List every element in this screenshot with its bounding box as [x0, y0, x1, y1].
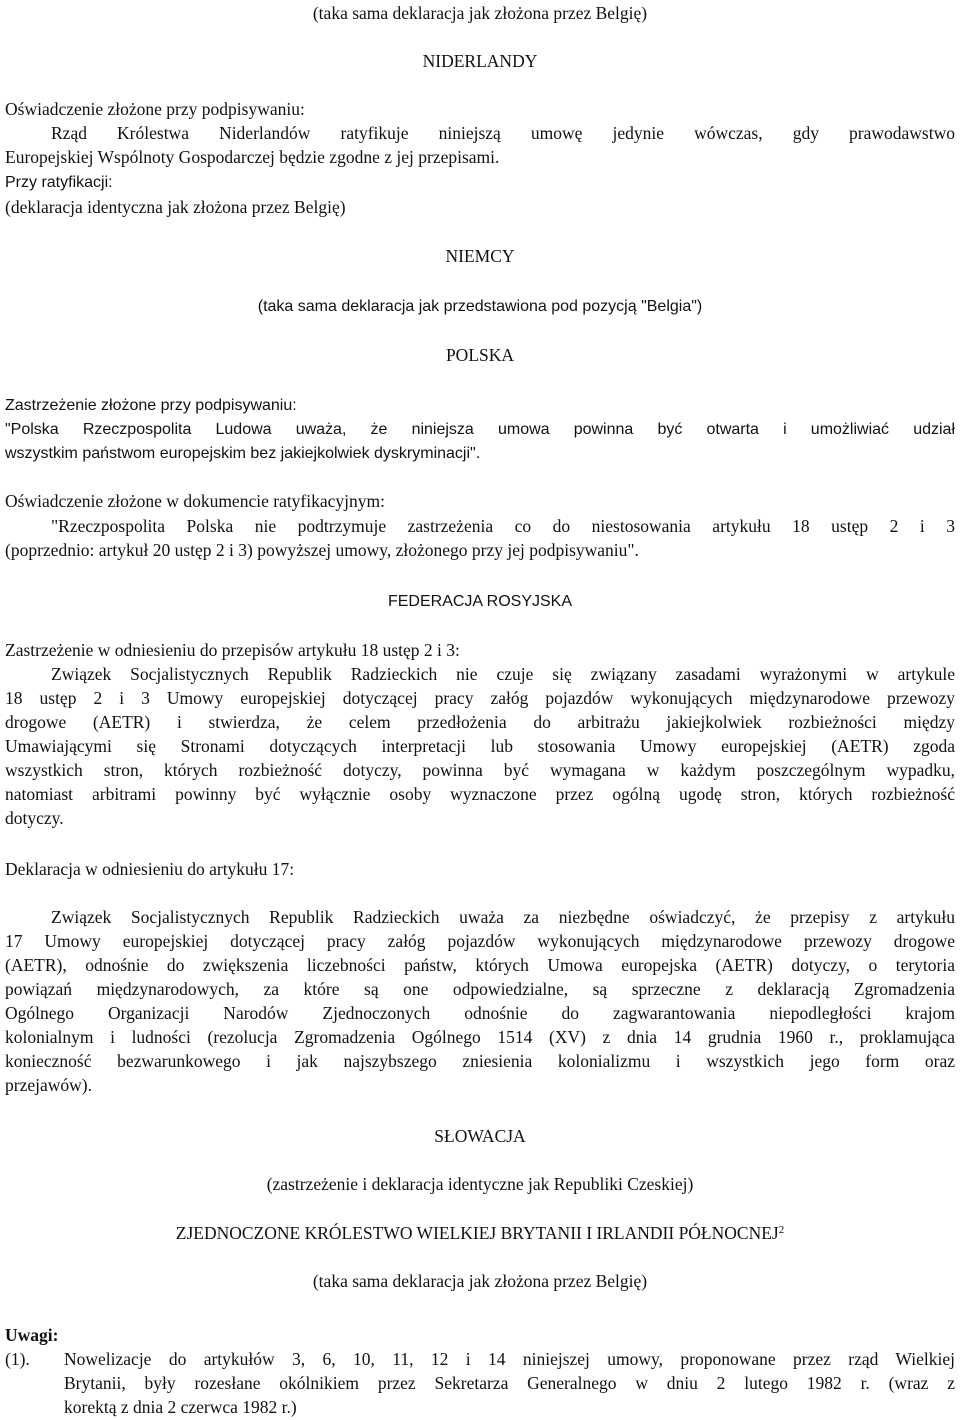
note-text — [64, 1347, 955, 1419]
heading-poland: POLSKA — [445, 345, 515, 365]
text-line: kolonialnym i ludności (rezolucja Zgromadzenia Ogólnego 1514 (XV) z dnia 14 grudnia 1960 r., proklamująca — [5, 1027, 955, 1047]
text-line: 18 ustęp 2 i 3 Umowy europejskiej dotyczącej pracy załóg pojazdów wykonujących międzynarodowe przewozy — [5, 688, 955, 708]
text-line: konieczność bezwarunkowego i jak najszybszego zniesienia kolonializmu i wszystkich jego form oraz — [5, 1051, 955, 1071]
ru-reservation-text — [5, 662, 955, 830]
text-line: wszystkich stron, których rozbieżność dotyczy, powinna być wymagana w każdym poszczególnym wypadku, — [5, 760, 955, 780]
text-line: Rząd Królestwa Niderlandów ratyfikuje niniejszą umowę jedynie wówczas, gdy prawodawstwo — [51, 123, 955, 143]
heading-slovakia: SŁOWACJA — [434, 1126, 526, 1146]
heading-united-kingdom — [5, 1221, 955, 1245]
note-1 — [0, 1347, 960, 1419]
uk-text: (taka sama deklaracja jak złożona przez Belgię) — [312, 1271, 648, 1291]
slovakia-text: (zastrzeżenie i deklaracja identyczne jak Republiki Czeskiej) — [266, 1174, 694, 1194]
text-line: wszystkim państwom europejskim bez jakiejkolwiek dyskryminacji". — [5, 445, 481, 462]
text-line: Związek Socjalistycznych Republik Radzieckich nie czuje się związany zasadami wyrażonymi w artykule — [51, 664, 955, 684]
belgium-reference-line: (taka sama deklaracja jak złożona przez Belgię) — [312, 3, 648, 23]
nl-signature-text — [5, 121, 955, 169]
pl-reservation-text — [5, 418, 955, 466]
heading-russia: FEDERACJA ROSYJSKA — [387, 593, 573, 610]
text-line: Związek Socjalistycznych Republik Radzieckich uważa za niezbędne oświadczyć, że przepisy z artykułu — [51, 907, 955, 927]
text-line: dotyczy. — [5, 808, 64, 828]
text-line: natomiast arbitrami powinny być wyłącznie osoby wyznaczone przez ogólną ugodę stron, których rozbieżność — [5, 784, 955, 804]
text-line: Ogólnego Organizacji Narodów Zjednoczonych odnośnie do zagwarantowania niepodległości krajom — [5, 1003, 955, 1023]
pl-ratification-text — [5, 514, 955, 562]
text-line: Umawiającymi się Stronami dotyczących interpretacji lub stosowania Umowy europejskiej (AETR) zgoda — [5, 736, 955, 756]
text-line: przejawów). — [5, 1075, 92, 1095]
text-line: (AETR), odnośnie do zwiększenia liczebności państw, których Umowa europejska (AETR) dotyczy, o terytoria — [5, 955, 955, 975]
text-line: 17 Umowy europejskiej dotyczącej pracy załóg pojazdów wykonujących międzynarodowe przewozy drogowe — [5, 931, 955, 951]
text-line: Europejskiej Wspólnoty Gospodarczej będzie zgodne z jej przepisami. — [5, 147, 500, 167]
heading-netherlands: NIDERLANDY — [422, 51, 538, 71]
nl-ratification-label: Przy ratyfikacji: — [5, 174, 113, 191]
text-line: drogowe (AETR) i stwierdza, że celem przedłożenia do arbitrażu jakiejkolwiek rozbieżności między — [5, 712, 955, 732]
text-line: Nowelizacje do artykułów 3, 6, 10, 11, 12 i 14 niniejszej umowy, proponowane przez rząd Wielkiej — [64, 1349, 955, 1369]
text-line: "Rzeczpospolita Polska nie podtrzymuje zastrzeżenia co do niestosowania artykułu 18 ustęp 2 i 3 — [51, 516, 955, 536]
germany-text: (taka sama deklaracja jak przedstawiona pod pozycją "Belgia") — [257, 298, 703, 315]
ru-declaration-label: Deklaracja w odniesieniu do artykułu 17: — [5, 859, 295, 879]
text-line: Brytanii, były rozesłane okólnikiem przez Sekretarza Generalnego w dniu 2 lutego 1982 r. (wraz z — [64, 1373, 955, 1393]
pl-reservation-label: Zastrzeżenie złożone przy podpisywaniu: — [5, 397, 297, 414]
ru-reservation-label: Zastrzeżenie w odniesieniu do przepisów artykułu 18 ustęp 2 i 3: — [5, 640, 460, 660]
nl-signature-label: Oświadczenie złożone przy podpisywaniu: — [5, 99, 305, 119]
text-line: (poprzednio: artykuł 20 ustęp 2 i 3) powyższej umowy, złożonego przy jej podpisywaniu". — [5, 540, 639, 560]
text-line: powiązań międzynarodowych, za które są one odpowiedzialne, są sprzeczne z deklaracją Zgromadzenia — [5, 979, 955, 999]
text-line: korektą z dnia 2 czerwca 1982 r.) — [64, 1397, 297, 1417]
heading-germany: NIEMCY — [445, 246, 515, 266]
pl-ratification-label: Oświadczenie złożone w dokumencie ratyfikacyjnym: — [5, 491, 385, 511]
footnote-ref: 2 — [778, 1224, 785, 1236]
text-line: "Polska Rzeczpospolita Ludowa uważa, że niniejsza umowa powinna być otwarta i umożliwiać udział — [5, 421, 955, 438]
notes-heading: Uwagi: — [5, 1325, 59, 1345]
uk-heading-text: ZJEDNOCZONE KRÓLESTWO WIELKIEJ BRYTANII I IRLANDII PÓŁNOCNEJ — [175, 1223, 779, 1243]
ru-declaration-text — [5, 905, 955, 1097]
note-number: (1). — [5, 1349, 30, 1369]
nl-ratification-text: (deklaracja identyczna jak złożona przez Belgię) — [5, 197, 346, 217]
